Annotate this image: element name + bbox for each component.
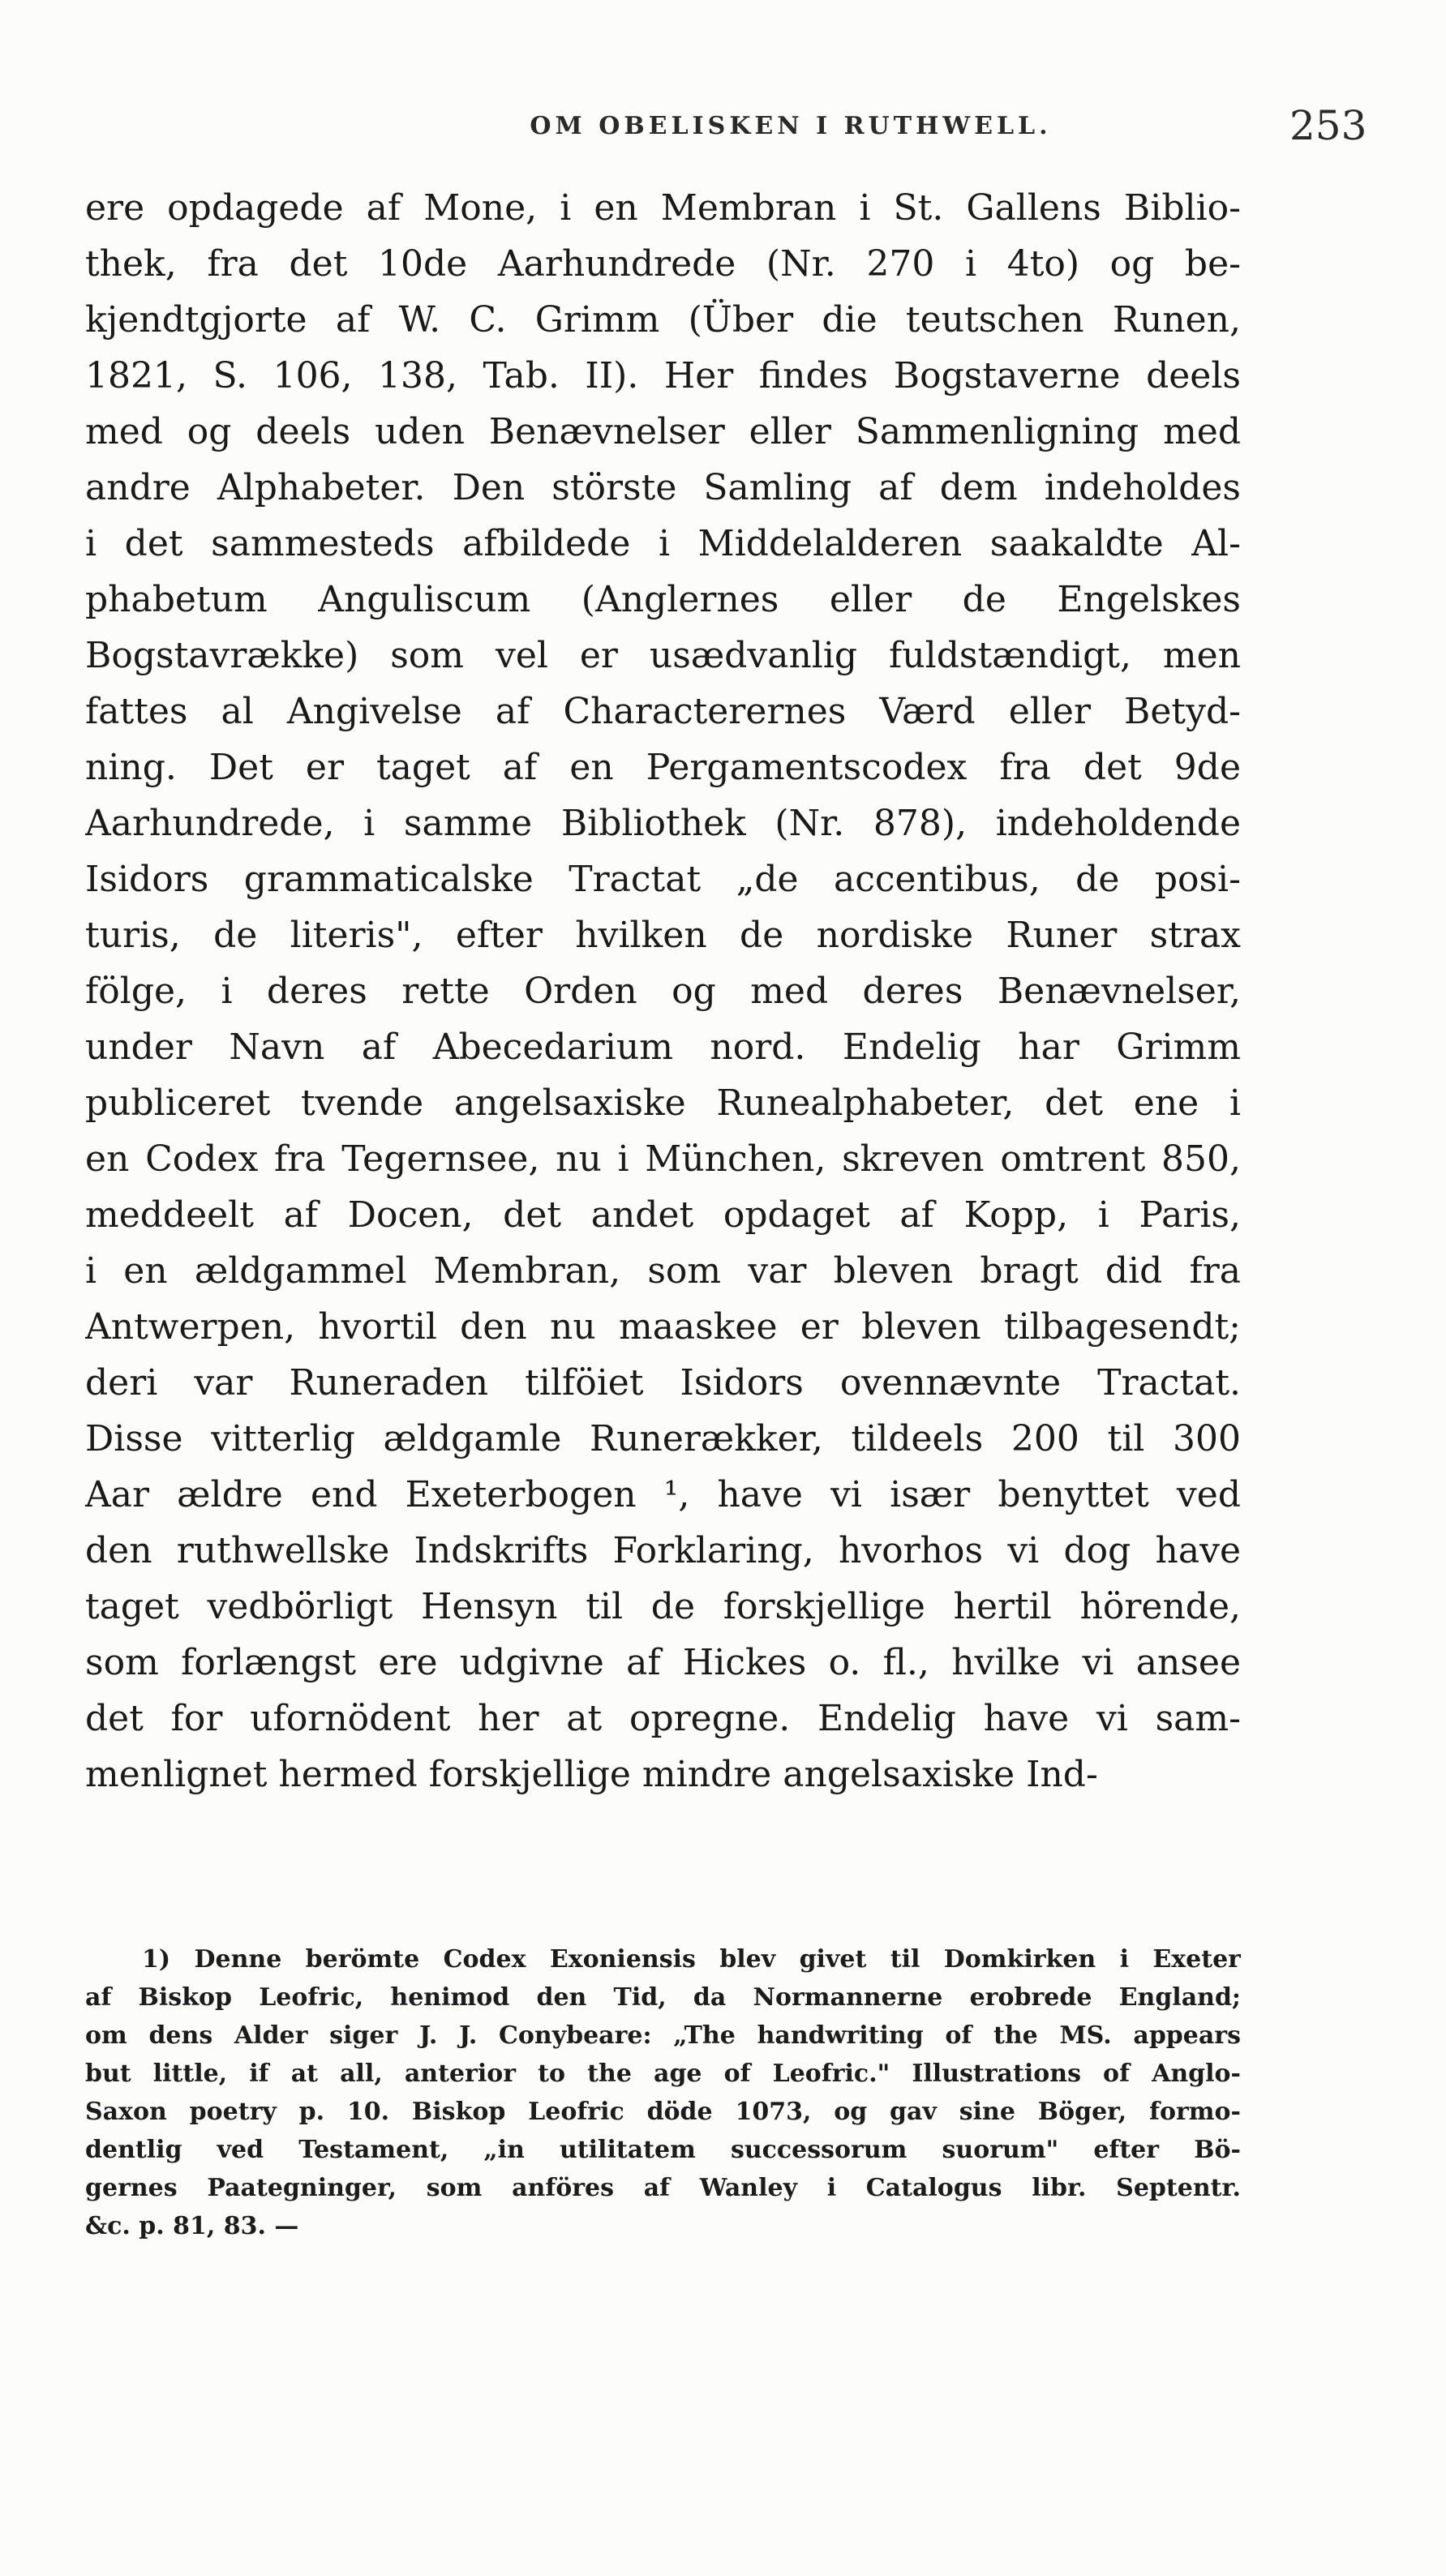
text-line: en Codex fra Tegernsee, nu i München, skreven omtrent 850, <box>85 1138 1241 1180</box>
text-line: i en ældgammel Membran, som var bleven bragt did fra <box>85 1250 1241 1292</box>
text-line: som forlængst ere udgivne af Hickes o. fl., hvilke vi ansee <box>85 1642 1241 1683</box>
text-line: taget vedbörligt Hensyn til de forskjellige hertil hörende, <box>85 1586 1241 1627</box>
footnote-block <box>85 1940 1241 2245</box>
text-line: fölge, i deres rette Orden og med deres Benævnelser, <box>85 971 1241 1012</box>
running-title: OM OBELISKEN I RUTHWELL. <box>530 112 1052 140</box>
text-line: Antwerpen, hvortil den nu maaskee er bleven tilbagesendt; <box>85 1306 1241 1348</box>
footnote-line: om dens Alder siger J. J. Conybeare: „The handwriting of the MS. appears <box>85 2021 1241 2050</box>
text-line: med og deels uden Benævnelser eller Sammenligning med <box>85 411 1241 452</box>
text-line: det for ufornödent her at opregne. Endelig have vi sam- <box>85 1698 1241 1739</box>
text-line: thek, fra det 10de Aarhundrede (Nr. 270 i 4to) og be- <box>85 243 1241 285</box>
footnote-line: &c. p. 81, 83. — <box>85 2212 299 2240</box>
footnote-line: 1) Denne berömte Codex Exoniensis blev givet til Domkirken i Exeter <box>142 1945 1241 1974</box>
text-line: Isidors grammaticalske Tractat „de accentibus, de posi- <box>85 859 1241 900</box>
text-line: kjendtgjorte af W. C. Grimm (Über die teutschen Runen, <box>85 299 1241 341</box>
text-line: fattes al Angivelse af Characterernes Værd eller Betyd- <box>85 691 1241 732</box>
text-line: turis, de literis", efter hvilken de nordiske Runer strax <box>85 915 1241 956</box>
text-line: meddeelt af Docen, det andet opdaget af Kopp, i Paris, <box>85 1194 1241 1236</box>
text-line: i det sammesteds afbildede i Middelalderen saakaldte Al- <box>85 523 1241 564</box>
footnote-line: Saxon poetry p. 10. Biskop Leofric döde 1073, og gav sine Böger, formo- <box>85 2098 1241 2126</box>
page-number: 253 <box>1289 102 1367 149</box>
footnote-line: gernes Paategninger, som anföres af Wanley i Catalogus libr. Septentr. <box>85 2174 1241 2202</box>
text-line: under Navn af Abecedarium nord. Endelig har Grimm <box>85 1027 1241 1068</box>
text-line: den ruthwellske Indskrifts Forklaring, hvorhos vi dog have <box>85 1530 1241 1571</box>
text-line: 1821, S. 106, 138, Tab. II). Her findes Bogstaverne deels <box>85 355 1241 396</box>
text-line: menlignet hermed forskjellige mindre angelsaxiske Ind- <box>85 1754 1098 1795</box>
text-line: deri var Runeraden tilföiet Isidors ovennævnte Tractat. <box>85 1362 1241 1404</box>
footnote-line: af Biskop Leofric, henimod den Tid, da Normannerne erobrede England; <box>85 1983 1241 2012</box>
text-line: Aar ældre end Exeterbogen ¹, have vi især benyttet ved <box>85 1474 1241 1515</box>
text-line: Aarhundrede, i samme Bibliothek (Nr. 878), indeholdende <box>85 803 1241 844</box>
text-line: phabetum Anguliscum (Anglernes eller de Engelskes <box>85 579 1241 620</box>
footnote-line: but little, if at all, anterior to the age of Leofric." Illustrations of Anglo- <box>85 2060 1241 2088</box>
text-line: Bogstavrække) som vel er usædvanlig fuldstændigt, men <box>85 635 1241 676</box>
text-line: andre Alphabeter. Den störste Samling af dem indeholdes <box>85 467 1241 508</box>
text-line: publiceret tvende angelsaxiske Runealphabeter, det ene i <box>85 1082 1241 1124</box>
text-line: ere opdagede af Mone, i en Membran i St. Gallens Biblio- <box>85 187 1241 229</box>
text-line: ning. Det er taget af en Pergamentscodex fra det 9de <box>85 747 1241 788</box>
footnote-line: dentlig ved Testament, „in utilitatem successorum suorum" efter Bö- <box>85 2136 1241 2164</box>
text-line: Disse vitterlig ældgamle Runerækker, tildeels 200 til 300 <box>85 1418 1241 1459</box>
main-text-block <box>85 180 1241 1802</box>
